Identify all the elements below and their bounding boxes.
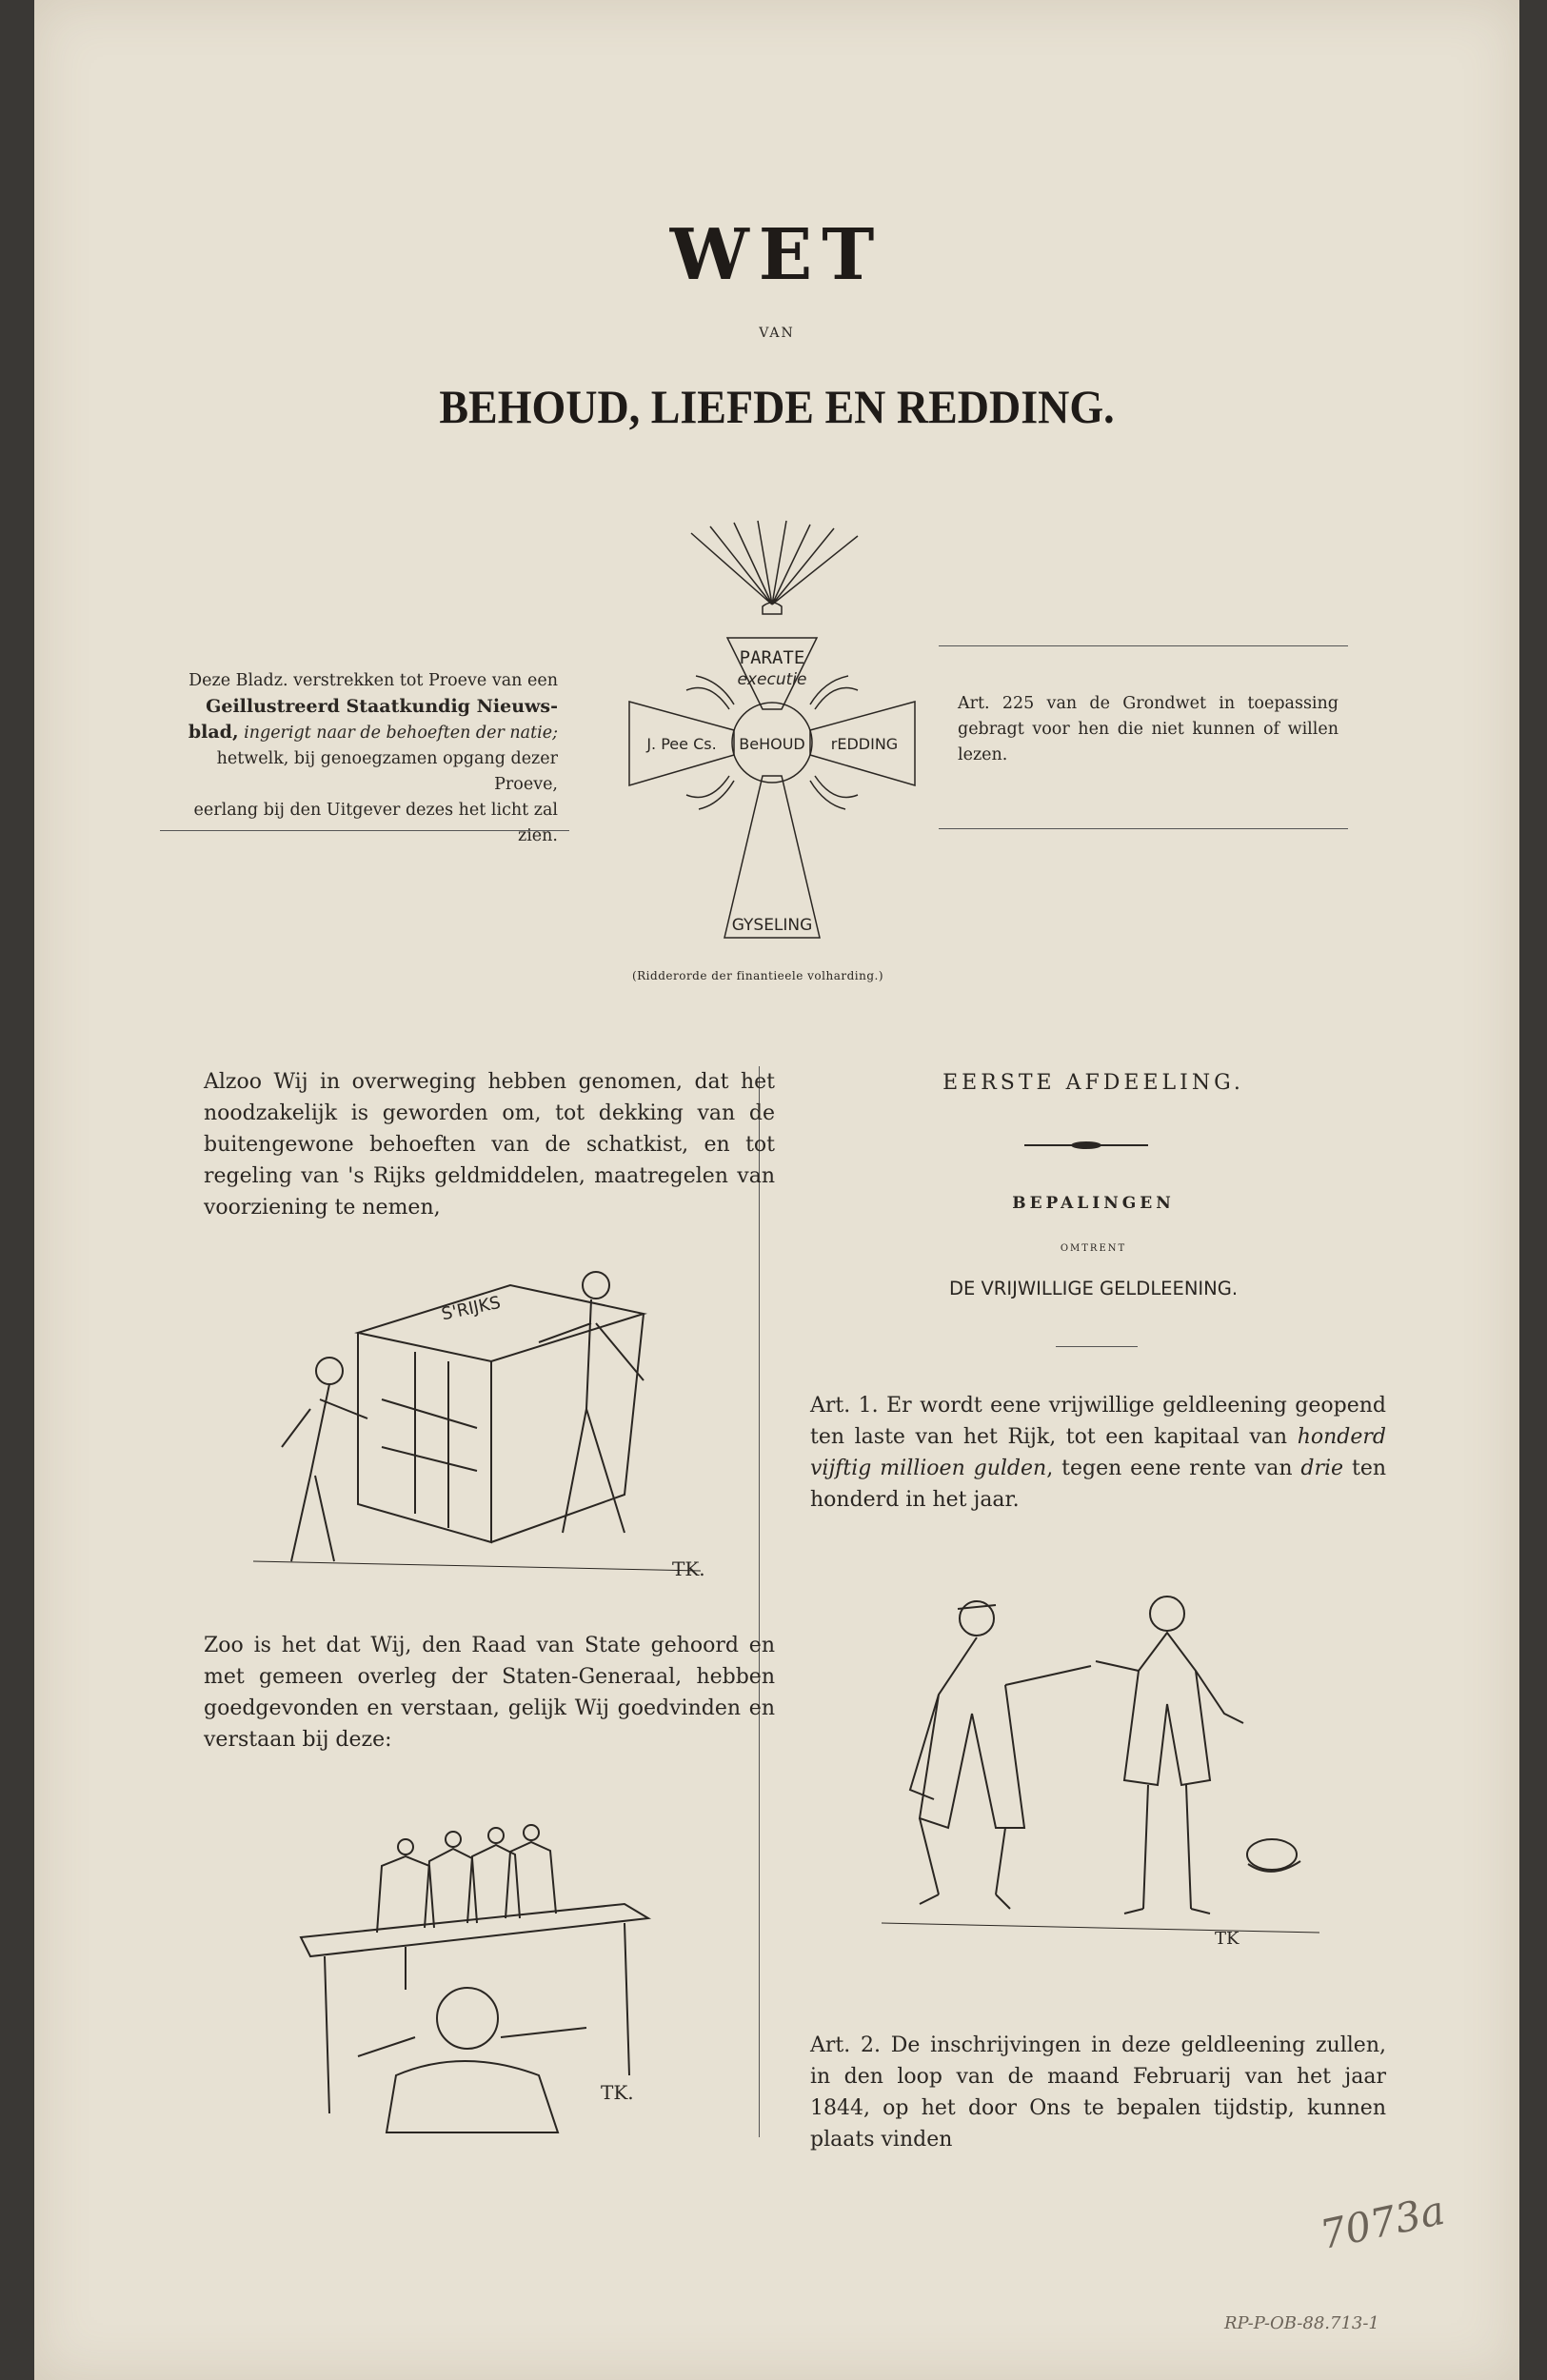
left-info-box (160, 668, 558, 849)
preamble-paragraph-2: Zoo is het dat Wij, den Raad van State gehoord en met gemeen overleg der Staten-Generaal, hebben goedgevonden en verstaan, gelijk Wij goedvinden en verstaan bij deze: (204, 1634, 775, 1752)
medal-caption: (Ridderorde der finantieele volharding.) (631, 969, 884, 982)
left-info-rule (160, 830, 569, 831)
order-cross-illustration (586, 519, 958, 957)
title-subtitle: BEHOUD, LIEFDE EN REDDING. (439, 380, 1115, 433)
illustration-two-men (882, 1580, 1329, 1952)
medal-text-bottom: GYSELING (731, 916, 813, 935)
right-info-rule-top (939, 645, 1348, 646)
article-1-text-end: ten honderd in het jaar. (810, 1457, 1387, 1512)
medal-text-left: J. Pee Cs. (646, 735, 717, 753)
left-info-line4: eerlang bij den Uitgever dezes het licht zal zien. (193, 801, 558, 845)
article-1-text-mid: , tegen eene rente van (1046, 1457, 1301, 1480)
title-van: VAN (759, 326, 795, 341)
ornament-divider (1024, 1139, 1148, 1152)
medal-text-right: rEDDING (830, 735, 899, 753)
article-1 (810, 1390, 1386, 1516)
short-rule (1056, 1346, 1138, 1347)
left-info-italic: ingerigt naar de behoeften der natie; (238, 724, 558, 743)
left-info-bold: Geillustreerd Staatkundig Nieuws- (206, 696, 558, 717)
title-wet: WET (669, 214, 884, 296)
column-divider (759, 1066, 760, 2137)
handwritten-number: 7073a (1316, 2186, 1449, 2259)
section-heading: EERSTE AFDEELING. (942, 1071, 1244, 1095)
illustrator-signature-2: TK. (601, 2081, 634, 2104)
illustration-figures-under-table (272, 1790, 691, 2132)
heading-omtrent: OMTRENT (1060, 1243, 1127, 1254)
article-1-capital: honderd vijftig millioen gulden (810, 1425, 1386, 1480)
poster-sheet (34, 0, 1519, 2380)
preamble-paragraph-1: Alzoo Wij in overweging hebben genomen, dat het noodzakelijk is geworden om, tot dekking van de buitengewone behoeften van de schatkist, en tot regeling van 's Rijks geldmiddelen, maatregelen van voorziening te nemen, (204, 1070, 775, 1220)
left-info-bold2: blad, (188, 722, 239, 743)
medal-text-top: PARATE (739, 647, 805, 668)
illustrator-signature-1: TK. (672, 1557, 705, 1580)
right-info-box: Art. 225 van de Grondwet in toepassing gebragt voor hen die niet kunnen of willen lezen. (958, 694, 1339, 764)
right-info-rule-bottom (939, 828, 1348, 829)
heading-geldleening: DE VRIJWILLIGE GELDLEENING. (948, 1278, 1239, 1299)
medal-text-center: BeHOUD (739, 735, 805, 753)
heading-bepalingen: BEPALINGEN (1012, 1194, 1175, 1213)
article-2: Art. 2. De inschrijvingen in deze geldleening zullen, in den loop van de maand Februarij van het jaar 1844, op het door Ons te bepalen tijdstip, kunnen plaats vinden (810, 2033, 1386, 2152)
medal-text-top2: executie (737, 670, 807, 689)
illustration-treasury-chest (225, 1257, 739, 1599)
left-info-line3: hetwelk, bij genoegzamen opgang dezer Proeve, (216, 749, 558, 794)
left-info-line1: Deze Bladz. verstrekken tot Proeve van een (188, 671, 558, 690)
article-1-rate: drie (1300, 1457, 1344, 1480)
article-1-text: Art. 1. Er wordt eene vrijwillige geldleening geopend ten laste van het Rijk, tot een kapitaal van (810, 1394, 1386, 1449)
inventory-number: RP-P-OB-88.713-1 (1224, 2313, 1379, 2333)
chest-label: S'RIJKS (439, 1292, 503, 1325)
illustrator-signature-3: TK (1215, 1929, 1240, 1949)
